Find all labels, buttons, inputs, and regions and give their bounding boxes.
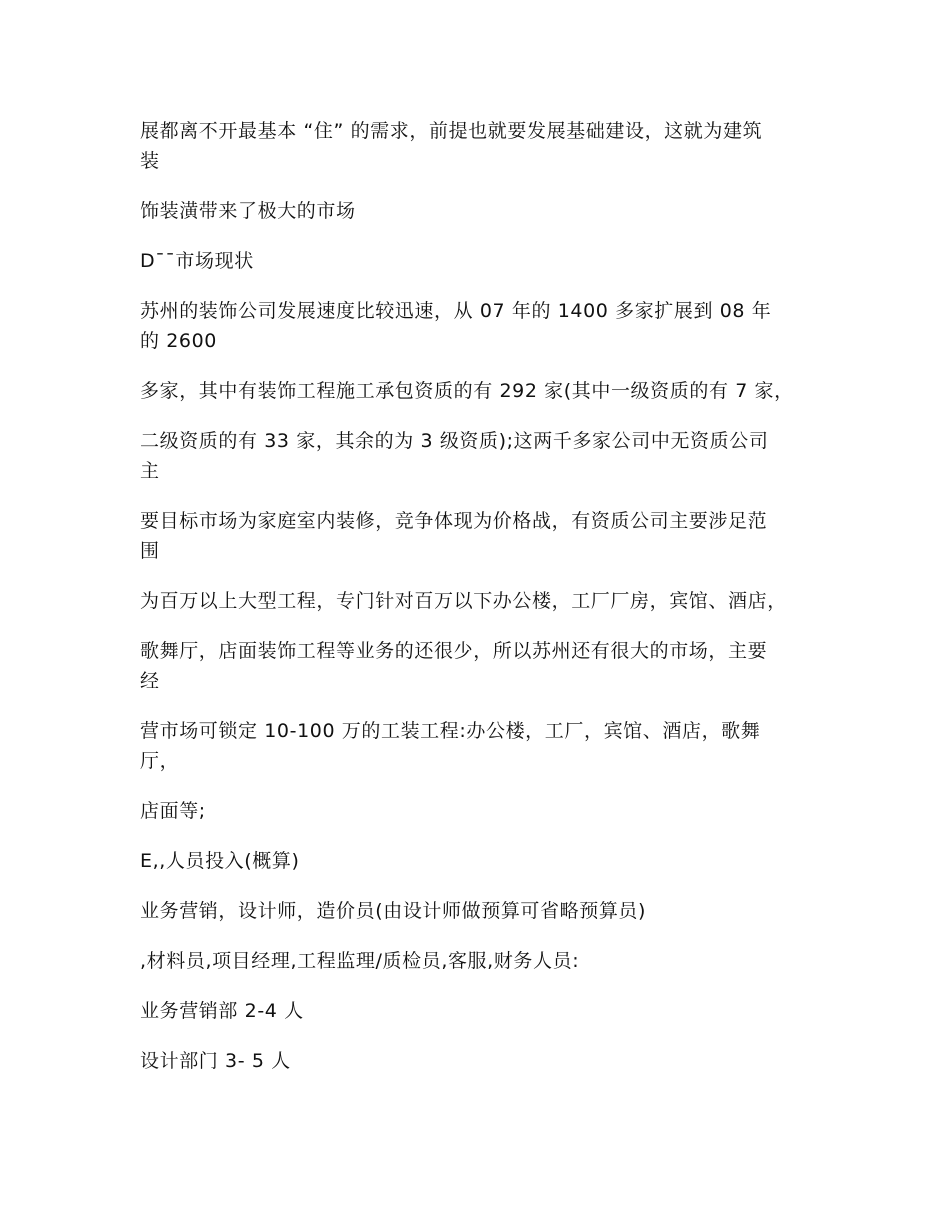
text-line: 歌舞厅，店面装饰工程等业务的还很少，所以苏州还有很大的市场，主要 (140, 640, 768, 662)
text-line: 主 (140, 460, 160, 482)
text-line: 展都离不开最基本 “住” 的需求，前提也就要发展基础建设，这就为建筑 (140, 120, 763, 142)
section-heading: E,,人员投入(概算) (140, 850, 300, 872)
text-line: 要目标市场为家庭室内装修，竞争体现为价格战，有资质公司主要涉足范 (140, 510, 768, 532)
text-line: 店面等; (140, 800, 206, 822)
text-line: 饰装潢带来了极大的市场 (140, 200, 356, 222)
text-line: 多家，其中有装饰工程施工承包资质的有 292 家(其中一级资质的有 7 家， (140, 380, 794, 402)
text-line: 业务营销，设计师，造价员(由设计师做预算可省略预算员) (140, 900, 647, 922)
text-line: 的 2600 (140, 330, 217, 352)
text-line: 围 (140, 540, 160, 562)
text-line: 为百万以上大型工程，专门针对百万以下办公楼，工厂厂房，宾馆、酒店， (140, 590, 787, 612)
text-line: 装 (140, 150, 160, 172)
text-line: 营市场可锁定 10-100 万的工装工程:办公楼，工厂，宾馆、酒店，歌舞 (140, 720, 761, 742)
text-line: 经 (140, 670, 160, 692)
text-line: ,材料员,项目经理,工程监理/质检员,客服,财务人员: (140, 950, 580, 972)
text-line: 厅， (140, 750, 180, 772)
section-heading: D¯¯市场现状 (140, 250, 254, 272)
text-line: 设计部门 3- 5 人 (140, 1050, 291, 1072)
text-line: 苏州的装饰公司发展速度比较迅速，从 07 年的 1400 多家扩展到 08 年 (140, 300, 772, 322)
text-line: 业务营销部 2-4 人 (140, 1000, 304, 1022)
text-line: 二级资质的有 33 家，其余的为 3 级资质);这两千多家公司中无资质公司 (140, 430, 769, 452)
